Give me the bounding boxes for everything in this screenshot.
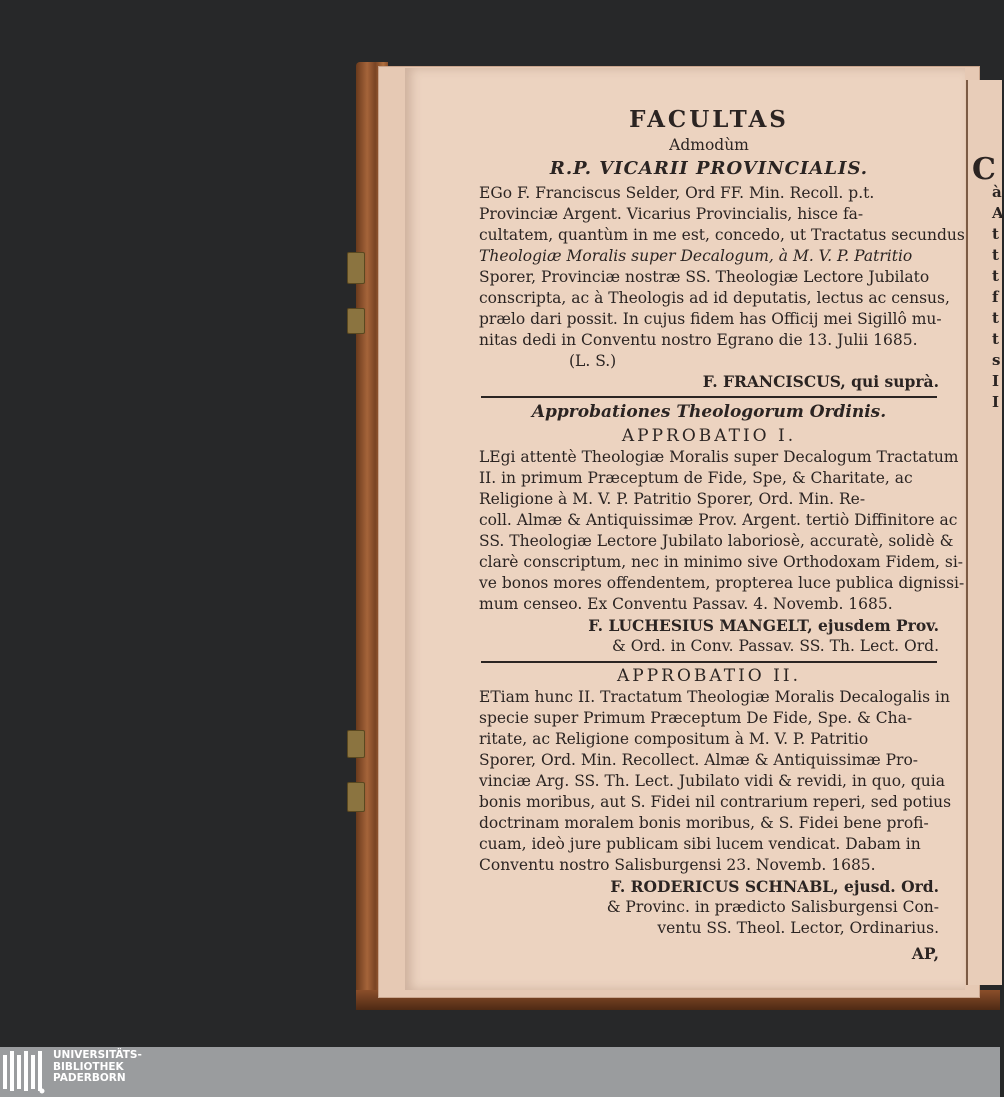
approbatio-1-line: II. in primum Præceptum de Fide, Spe, & Charitate, ac (479, 469, 913, 487)
next-page-glyph: A (992, 204, 1004, 222)
facultas-line: Provinciæ Argent. Vicarius Provincialis, hisce fa- (479, 205, 864, 223)
approbatio-2-line: bonis moribus, aut S. Fidei nil contrarium reperi, sed potius (479, 793, 952, 811)
book-clasp-lower-lower (347, 782, 365, 812)
approbatio-1-line: Religione à M. V. P. Patritio Sporer, Ord. Min. Re- (479, 490, 866, 508)
approbatio-2-line: ETiam hunc II. Tractatum Theologiæ Moralis Decalogalis in (479, 688, 950, 706)
logo-line: BIBLIOTHEK (53, 1060, 124, 1073)
approbatio-2-line: doctrinam moralem bonis moribus, & S. Fidei bene profi- (479, 814, 929, 832)
university-library-logo-icon (3, 1049, 49, 1095)
facultas-line: conscripta, ac à Theologis ad id deputatis, lectus ac census, (479, 289, 950, 307)
logo-line: PADERBORN (53, 1072, 126, 1084)
approbatio-2-line: specie super Primum Præceptum De Fide, Spe. & Cha- (479, 709, 913, 727)
approbatio-2-line: Sporer, Ord. Min. Recollect. Almæ & Antiquissimæ Pro- (479, 751, 919, 769)
library-logo-text (53, 1050, 142, 1085)
book-clasp-lower (347, 730, 365, 758)
approbatio-2-line: Conventu nostro Salisburgensi 23. Novemb. 1685. (479, 856, 876, 874)
next-page-glyph: t (992, 246, 999, 264)
approbatio-1-line: clarè conscriptum, nec in minimo sive Orthodoxam Fidem, si- (479, 553, 964, 571)
approbatio-1-line: mum censeo. Ex Conventu Passav. 4. Novemb. 1685. (479, 595, 893, 613)
section-divider (481, 661, 937, 663)
library-footer-bar (0, 1047, 1000, 1097)
facultas-line: prælo dari possit. In cujus fidem has Officij mei Sigillô mu- (479, 310, 942, 328)
approbationes-heading: Approbationes Theologorum Ordinis. (531, 402, 887, 422)
facultas-title: FACULTAS (629, 106, 789, 133)
book-clasp-upper (347, 252, 365, 284)
approbatio-2-signature-continued: & Provinc. in prædicto Salisburgensi Con- (606, 898, 939, 916)
next-page-glyph: t (992, 309, 999, 327)
seal-mark: (L. S.) (569, 352, 617, 370)
approbatio-1-title: APPROBATIO I. (621, 426, 797, 446)
approbatio-2-line: cuam, ideò jure publicam sibi lucem vendicat. Dabam in (479, 835, 921, 853)
approbatio-2-signature-continued: ventu SS. Theol. Lector, Ordinarius. (657, 919, 939, 937)
catchword: AP, (911, 944, 939, 963)
approbatio-2-title: APPROBATIO II. (617, 666, 801, 686)
facultas-line: Theologiæ Moralis super Decalogum, à M. V. P. Patritio (479, 247, 913, 265)
approbatio-2-line: ritate, ac Religione compositum à M. V. P. Patritio (479, 730, 869, 748)
next-page-glyph: t (992, 267, 999, 285)
facultas-line: EGo F. Franciscus Selder, Ord FF. Min. Recoll. p.t. (479, 184, 875, 202)
facultas-line: cultatem, quantùm in me est, concedo, ut Tractatus secundus (479, 226, 965, 244)
facultas-line: Sporer, Provinciæ nostræ SS. Theologiæ Lectore Jubilato (479, 268, 930, 286)
logo-line: UNIVERSITÄTS- (53, 1049, 142, 1061)
facultas-heading: R.P. VICARII PROVINCIALIS. (549, 158, 869, 179)
facultas-signature: F. FRANCISCUS, qui suprà. (702, 372, 939, 391)
next-page-glyph: I (992, 393, 1000, 411)
next-page-glyph: C (972, 152, 996, 187)
next-page-glyph: t (992, 225, 999, 243)
approbatio-1-signature: F. LUCHESIUS MANGELT, ejusdem Prov. (588, 616, 939, 635)
approbatio-1-line: SS. Theologiæ Lectore Jubilato laboriosè, accuratè, solidè & (479, 532, 954, 550)
section-divider (481, 396, 937, 398)
book-clasp-upper-lower (347, 308, 365, 334)
approbatio-2-signature: F. RODERICUS SCHNABL, ejusd. Ord. (610, 877, 939, 896)
next-page-glyph: t (992, 330, 999, 348)
approbatio-1-signature-continued: & Ord. in Conv. Passav. SS. Th. Lect. Ord. (612, 637, 939, 655)
facultas-line: nitas dedi in Conventu nostro Egrano die 13. Julii 1685. (479, 331, 918, 349)
approbatio-2-line: vinciæ Arg. SS. Th. Lect. Jubilato vidi & revidi, in quo, quia (479, 772, 945, 790)
next-page-edge (966, 80, 1002, 985)
next-page-glyph: I (992, 372, 1000, 390)
book-page (405, 68, 965, 990)
next-page-glyph: s (992, 351, 1001, 369)
approbatio-1-line: LEgi attentè Theologiæ Moralis super Decalogum Tractatum (479, 448, 959, 466)
next-page-glyph: f (992, 288, 999, 306)
next-page-glyph: à (992, 183, 1002, 201)
facultas-subtitle: Admodùm (669, 136, 749, 154)
approbatio-1-line: coll. Almæ & Antiquissimæ Prov. Argent. tertiò Diffinitore ac (479, 511, 958, 529)
approbatio-1-line: ve bonos mores offendentem, propterea luce publica dignissi- (479, 574, 965, 592)
